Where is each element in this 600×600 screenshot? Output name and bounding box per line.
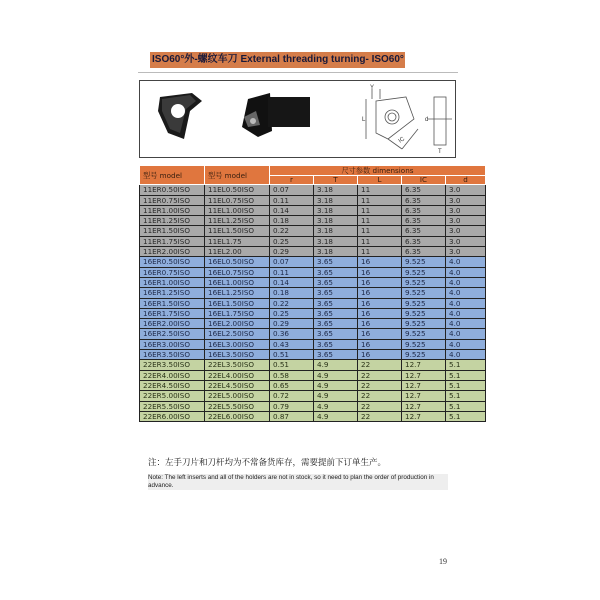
cell-left: 22EL4.50ISO bbox=[205, 380, 270, 390]
cell-l: 22 bbox=[358, 391, 402, 401]
dim-label-y: Y bbox=[370, 85, 375, 91]
cell-t: 3.65 bbox=[314, 350, 358, 360]
cell-l: 16 bbox=[358, 288, 402, 298]
cell-d: 5.1 bbox=[446, 360, 486, 370]
cell-right: 22ER4.00ISO bbox=[140, 370, 205, 380]
cell-left: 22EL5.00ISO bbox=[205, 391, 270, 401]
cell-d: 5.1 bbox=[446, 391, 486, 401]
dim-label-l: L bbox=[362, 117, 366, 123]
table-row bbox=[140, 288, 486, 298]
cell-right: 16ER0.75ISO bbox=[140, 267, 205, 277]
cell-d: 5.1 bbox=[446, 411, 486, 421]
cell-l: 11 bbox=[358, 236, 402, 246]
table-row bbox=[140, 319, 486, 329]
cell-t: 3.65 bbox=[314, 308, 358, 318]
table-row bbox=[140, 370, 486, 380]
cell-left: 22EL6.00ISO bbox=[205, 411, 270, 421]
dim-label-t: T bbox=[438, 149, 442, 155]
cell-d: 3.0 bbox=[446, 185, 486, 195]
cell-d: 3.0 bbox=[446, 195, 486, 205]
product-image-panel bbox=[139, 80, 456, 158]
cell-l: 22 bbox=[358, 360, 402, 370]
cell-d: 4.0 bbox=[446, 257, 486, 267]
cell-t: 3.18 bbox=[314, 247, 358, 257]
note-english: Note: The left inserts and all of the holders are not in stock, so it need to plan the order of production in advance. bbox=[148, 474, 448, 490]
cell-right: 16ER3.00ISO bbox=[140, 339, 205, 349]
cell-right: 16ER2.00ISO bbox=[140, 319, 205, 329]
cell-l: 16 bbox=[358, 298, 402, 308]
cell-t: 3.65 bbox=[314, 267, 358, 277]
cell-right: 22ER4.50ISO bbox=[140, 380, 205, 390]
cell-l: 16 bbox=[358, 277, 402, 287]
cell-ic: 9.525 bbox=[402, 339, 446, 349]
cell-t: 4.9 bbox=[314, 411, 358, 421]
cell-left: 22EL3.50ISO bbox=[205, 360, 270, 370]
cell-l: 22 bbox=[358, 411, 402, 421]
cell-right: 11ER1.50ISO bbox=[140, 226, 205, 236]
table-row bbox=[140, 401, 486, 411]
cell-d: 5.1 bbox=[446, 370, 486, 380]
cell-t: 3.65 bbox=[314, 277, 358, 287]
cell-left: 16EL2.50ISO bbox=[205, 329, 270, 339]
cell-right: 16ER3.50ISO bbox=[140, 350, 205, 360]
cell-r: 0.11 bbox=[270, 195, 314, 205]
cell-l: 22 bbox=[358, 380, 402, 390]
cell-left: 16EL0.50ISO bbox=[205, 257, 270, 267]
cell-ic: 9.525 bbox=[402, 319, 446, 329]
cell-right: 11ER1.00ISO bbox=[140, 205, 205, 215]
table-row bbox=[140, 277, 486, 287]
table-row bbox=[140, 226, 486, 236]
cell-ic: 9.525 bbox=[402, 308, 446, 318]
table-row bbox=[140, 205, 486, 215]
table-row bbox=[140, 360, 486, 370]
cell-l: 16 bbox=[358, 308, 402, 318]
table-row bbox=[140, 247, 486, 257]
cell-t: 4.9 bbox=[314, 370, 358, 380]
page-title: ISO60°外-螺纹车刀 External threading turning- ISO60° bbox=[150, 52, 405, 68]
cell-t: 3.65 bbox=[314, 288, 358, 298]
cell-right: 16ER1.75ISO bbox=[140, 308, 205, 318]
cell-ic: 9.525 bbox=[402, 288, 446, 298]
cell-l: 11 bbox=[358, 195, 402, 205]
cell-ic: 6.35 bbox=[402, 216, 446, 226]
threading-spec-table bbox=[139, 165, 486, 422]
cell-l: 11 bbox=[358, 185, 402, 195]
cell-r: 0.65 bbox=[270, 380, 314, 390]
cell-d: 4.0 bbox=[446, 267, 486, 277]
cell-r: 0.79 bbox=[270, 401, 314, 411]
cell-r: 0.29 bbox=[270, 247, 314, 257]
cell-left: 16EL3.00ISO bbox=[205, 339, 270, 349]
cell-t: 4.9 bbox=[314, 401, 358, 411]
cell-right: 22ER3.50ISO bbox=[140, 360, 205, 370]
table-body bbox=[140, 185, 486, 422]
table-row bbox=[140, 216, 486, 226]
cell-d: 4.0 bbox=[446, 350, 486, 360]
cell-t: 3.18 bbox=[314, 205, 358, 215]
cell-t: 3.65 bbox=[314, 298, 358, 308]
cell-d: 3.0 bbox=[446, 216, 486, 226]
table-row bbox=[140, 411, 486, 421]
cell-l: 16 bbox=[358, 339, 402, 349]
cell-r: 0.18 bbox=[270, 288, 314, 298]
cell-d: 3.0 bbox=[446, 226, 486, 236]
cell-d: 5.1 bbox=[446, 401, 486, 411]
cell-d: 3.0 bbox=[446, 247, 486, 257]
cell-ic: 12.7 bbox=[402, 360, 446, 370]
table-row bbox=[140, 185, 486, 195]
cell-r: 0.14 bbox=[270, 277, 314, 287]
cell-ic: 9.525 bbox=[402, 329, 446, 339]
cell-d: 4.0 bbox=[446, 308, 486, 318]
cell-t: 3.18 bbox=[314, 185, 358, 195]
cell-ic: 6.35 bbox=[402, 205, 446, 215]
cell-l: 16 bbox=[358, 350, 402, 360]
header-t: T bbox=[314, 176, 358, 185]
cell-right: 22ER5.50ISO bbox=[140, 401, 205, 411]
cell-r: 0.43 bbox=[270, 339, 314, 349]
cell-left: 16EL2.00ISO bbox=[205, 319, 270, 329]
cell-t: 3.65 bbox=[314, 339, 358, 349]
cell-left: 11EL1.75 bbox=[205, 236, 270, 246]
cell-right: 11ER0.75ISO bbox=[140, 195, 205, 205]
table-row bbox=[140, 298, 486, 308]
cell-d: 5.1 bbox=[446, 380, 486, 390]
header-d: d bbox=[446, 176, 486, 185]
table-row bbox=[140, 195, 486, 205]
header-l: L bbox=[358, 176, 402, 185]
cell-left: 16EL1.00ISO bbox=[205, 277, 270, 287]
table-row bbox=[140, 391, 486, 401]
cell-r: 0.18 bbox=[270, 216, 314, 226]
cell-ic: 9.525 bbox=[402, 267, 446, 277]
cell-l: 16 bbox=[358, 267, 402, 277]
cell-r: 0.22 bbox=[270, 226, 314, 236]
cell-t: 3.18 bbox=[314, 216, 358, 226]
cell-ic: 6.35 bbox=[402, 247, 446, 257]
cell-ic: 12.7 bbox=[402, 370, 446, 380]
cell-t: 3.65 bbox=[314, 319, 358, 329]
cell-t: 4.9 bbox=[314, 380, 358, 390]
cell-d: 4.0 bbox=[446, 277, 486, 287]
cell-ic: 12.7 bbox=[402, 411, 446, 421]
cell-r: 0.07 bbox=[270, 185, 314, 195]
cell-ic: 6.35 bbox=[402, 236, 446, 246]
cell-left: 16EL1.75ISO bbox=[205, 308, 270, 318]
cell-left: 11EL1.50ISO bbox=[205, 226, 270, 236]
cell-ic: 6.35 bbox=[402, 195, 446, 205]
cell-t: 4.9 bbox=[314, 391, 358, 401]
tool-holder-icon bbox=[242, 93, 310, 137]
cell-left: 11EL1.25ISO bbox=[205, 216, 270, 226]
cell-r: 0.22 bbox=[270, 298, 314, 308]
cell-left: 22EL4.00ISO bbox=[205, 370, 270, 380]
cell-r: 0.87 bbox=[270, 411, 314, 421]
dimension-drawing-icon bbox=[366, 89, 452, 149]
cell-t: 3.18 bbox=[314, 236, 358, 246]
cell-right: 11ER0.50ISO bbox=[140, 185, 205, 195]
cell-left: 11EL0.50ISO bbox=[205, 185, 270, 195]
cell-left: 16EL1.50ISO bbox=[205, 298, 270, 308]
cell-l: 11 bbox=[358, 216, 402, 226]
cell-right: 22ER6.00ISO bbox=[140, 411, 205, 421]
insert-icon bbox=[158, 93, 202, 139]
cell-r: 0.72 bbox=[270, 391, 314, 401]
dim-label-ic: IC bbox=[397, 136, 407, 145]
cell-left: 11EL1.00ISO bbox=[205, 205, 270, 215]
cell-left: 11EL2.00 bbox=[205, 247, 270, 257]
cell-right: 16ER1.50ISO bbox=[140, 298, 205, 308]
cell-d: 3.0 bbox=[446, 205, 486, 215]
cell-l: 11 bbox=[358, 247, 402, 257]
header-dimensions: 尺寸参数 dimensions bbox=[270, 166, 486, 176]
cell-l: 22 bbox=[358, 370, 402, 380]
cell-ic: 12.7 bbox=[402, 380, 446, 390]
cell-r: 0.51 bbox=[270, 360, 314, 370]
cell-right: 22ER5.00ISO bbox=[140, 391, 205, 401]
cell-ic: 9.525 bbox=[402, 257, 446, 267]
cell-ic: 6.35 bbox=[402, 226, 446, 236]
cell-left: 16EL0.75ISO bbox=[205, 267, 270, 277]
cell-t: 4.9 bbox=[314, 360, 358, 370]
table-row bbox=[140, 236, 486, 246]
cell-r: 0.36 bbox=[270, 329, 314, 339]
cell-l: 11 bbox=[358, 226, 402, 236]
cell-l: 16 bbox=[358, 319, 402, 329]
cell-d: 4.0 bbox=[446, 319, 486, 329]
page-number: 19 bbox=[439, 557, 447, 566]
cell-d: 4.0 bbox=[446, 329, 486, 339]
cell-ic: 9.525 bbox=[402, 350, 446, 360]
header-ic: IC bbox=[402, 176, 446, 185]
header-model-right: 型号 model bbox=[140, 166, 205, 185]
cell-r: 0.11 bbox=[270, 267, 314, 277]
cell-left: 11EL0.75ISO bbox=[205, 195, 270, 205]
dim-label-d: d bbox=[425, 117, 429, 123]
cell-d: 3.0 bbox=[446, 236, 486, 246]
cell-t: 3.18 bbox=[314, 195, 358, 205]
cell-r: 0.51 bbox=[270, 350, 314, 360]
table-row bbox=[140, 329, 486, 339]
header-r: r bbox=[270, 176, 314, 185]
cell-r: 0.25 bbox=[270, 308, 314, 318]
threading-insert-illustration bbox=[140, 81, 455, 157]
cell-left: 16EL1.25ISO bbox=[205, 288, 270, 298]
cell-right: 16ER1.00ISO bbox=[140, 277, 205, 287]
note-chinese: 注：左手刀片和刀杆均为不常备货库存，需要提前下订单生产。 bbox=[148, 458, 387, 468]
table-row bbox=[140, 380, 486, 390]
cell-r: 0.58 bbox=[270, 370, 314, 380]
cell-l: 16 bbox=[358, 329, 402, 339]
table-row bbox=[140, 257, 486, 267]
cell-right: 11ER1.75ISO bbox=[140, 236, 205, 246]
cell-right: 16ER0.50ISO bbox=[140, 257, 205, 267]
cell-l: 22 bbox=[358, 401, 402, 411]
cell-right: 11ER1.25ISO bbox=[140, 216, 205, 226]
cell-ic: 6.35 bbox=[402, 185, 446, 195]
cell-left: 22EL5.50ISO bbox=[205, 401, 270, 411]
cell-right: 16ER2.50ISO bbox=[140, 329, 205, 339]
header-model-left: 型号 model bbox=[205, 166, 270, 185]
cell-l: 11 bbox=[358, 205, 402, 215]
cell-right: 11ER2.00ISO bbox=[140, 247, 205, 257]
cell-ic: 12.7 bbox=[402, 391, 446, 401]
cell-r: 0.14 bbox=[270, 205, 314, 215]
cell-ic: 9.525 bbox=[402, 277, 446, 287]
cell-t: 3.65 bbox=[314, 329, 358, 339]
cell-ic: 12.7 bbox=[402, 401, 446, 411]
cell-d: 4.0 bbox=[446, 288, 486, 298]
cell-l: 16 bbox=[358, 257, 402, 267]
cell-ic: 9.525 bbox=[402, 298, 446, 308]
cell-d: 4.0 bbox=[446, 298, 486, 308]
cell-r: 0.07 bbox=[270, 257, 314, 267]
cell-t: 3.65 bbox=[314, 257, 358, 267]
cell-left: 16EL3.50ISO bbox=[205, 350, 270, 360]
cell-t: 3.18 bbox=[314, 226, 358, 236]
table-row bbox=[140, 350, 486, 360]
cell-right: 16ER1.25ISO bbox=[140, 288, 205, 298]
table-row bbox=[140, 308, 486, 318]
title-divider bbox=[138, 72, 458, 73]
cell-r: 0.29 bbox=[270, 319, 314, 329]
cell-d: 4.0 bbox=[446, 339, 486, 349]
table-row bbox=[140, 267, 486, 277]
cell-r: 0.25 bbox=[270, 236, 314, 246]
table-row bbox=[140, 339, 486, 349]
